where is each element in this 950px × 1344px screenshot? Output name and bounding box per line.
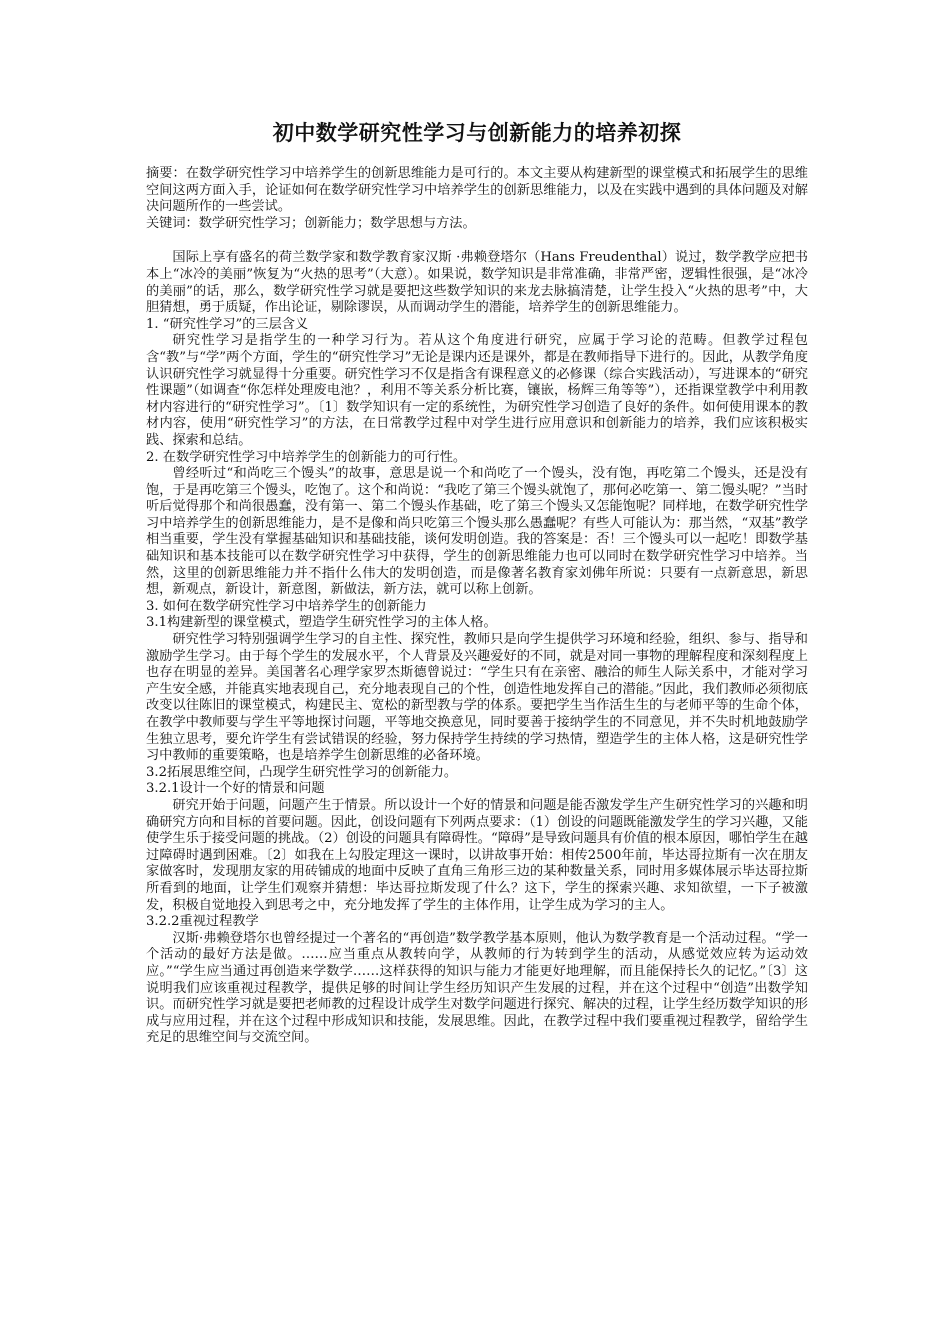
subsection-heading-3-2-2: 3.2.2重视过程教学	[146, 914, 259, 930]
subsection-3-1-paragraph: 研究性学习特别强调学生学习的自主性、探究性，教师只是向学生提供学习环境和经验，组织、参与、指导和激励学生学习。由于每个学生的发展水平，个人背景及兴趣爱好的不同，就是对同一事物的理解程度和深刻程度上也存在明显的差异。美国著名心理学家罗杰斯德曾说过：“学生只有在亲密、融洽的师生人际关系中，才能对学习产生安全感，并能真实地表现自己，充分地表现自己的个性，创造性地发挥自己的潜能。”因此，我们教师必须彻底改变以往陈旧的课堂模式，构建民主、宽松的新型教与学的体系。要把学生当作活生生的与老师平等的生命个体，在教学中教师要与学生平等地探讨问题，平等地交换意见，同时要善于接纳学生的不同意见，并不失时机地鼓励学生独立思考，要允许学生有尝试错误的经验，努力保持学生持续的学习热情，塑造学生的主体人格，这是研究性学习中教师的重要策略，也是培养学生创新思维的必备环境。	[146, 632, 808, 764]
subsection-heading-3-2-1: 3.2.1设计一个好的情景和问题	[146, 781, 325, 797]
section-heading-1: 1. “研究性学习”的三层含义	[146, 316, 309, 332]
subsection-heading-3-2: 3.2拓展思维空间，凸现学生研究性学习的创新能力。	[146, 764, 458, 780]
subsection-3-2-2-paragraph: 汉斯·弗赖登塔尔也曾经提过一个著名的“再创造”数学教学基本原则，他认为数学教育是一个活动过程。“学一个活动的最好方法是做。……应当重点从教转向学，从教师的行为转到学生的活动，从感觉效应转为运动效应。”“学生应当通过再创造来学数学……这样获得的知识与能力才能更好地理解，而且能保持长久的记忆。”〔3〕这说明我们应该重视过程教学，提供足够的时间让学生经历知识产生发展的过程，并在这个过程中“创造”出数学知识。而研究性学习就是要把老师教的过程设计成学生对数学问题进行探究、解决的过程，让学生经历数学知识的形成与应用过程，并在这个过程中形成知识和技能，发展思维。因此，在教学过程中我们要重视过程教学，留给学生充足的思维空间与交流空间。	[146, 930, 808, 1046]
document-page	[146, 118, 808, 1047]
abstract-section	[146, 166, 808, 232]
document-title: 初中数学研究性学习与创新能力的培养初探	[272, 121, 682, 145]
subsection-3-2-1-paragraph: 研究开始于问题，问题产生于情景。所以设计一个好的情景和问题是能否激发学生产生研究性学习的兴趣和明确研究方向和目标的首要问题。因此，创设问题有下列两点要求：（1）创设的问题既能激发学生的学习兴趣，又能使学生乐于接受问题的挑战。（2）创设的问题具有障碍性。“障碍”是导致问题具有价值的根本原因，哪怕学生在越过障碍时遇到困难。〔2〕如我在上勾股定理这一课时，以讲故事开始：相传2500年前，毕达哥拉斯有一次在朋友家做客时，发现朋友家的用砖铺成的地面中反映了直角三角形三边的某种数量关系，同时用多媒体展示毕达哥拉斯所看到的地面，让学生们观察并猜想：毕达哥拉斯发现了什么？这下，学生的探索兴趣、求知欲望，一下子被激发，积极自觉地投入到思考之中，充分地发挥了学生的主体作用，让学生成为学习的主人。	[146, 797, 808, 913]
section-1-paragraph: 研究性学习是指学生的一种学习行为。若从这个角度进行研究，应属于学习论的范畴。但教学过程包含“教”与“学”两个方面，学生的“研究性学习”无论是课内还是课外，都是在教师指导下进行的。因此，从教学角度认识研究性学习就显得十分重要。研究性学习不仅是指含有课程意义的必修课（综合实践活动），写进课本的“研究性课题”（如调查“你怎样处理废电池？，利用不等关系分析比赛，镶嵌，杨辉三角等等”），还指课堂教学中利用教材内容进行的“研究性学习”。〔1〕数学知识有一定的系统性，为研究性学习创造了良好的条件。如何使用课本的教材内容，使用“研究性学习”的方法，在日常教学过程中对学生进行应用意识和创新能力的培养，我们应该积极实践、探索和总结。	[146, 333, 808, 448]
intro-paragraph: 国际上享有盛名的荷兰数学家和数学教育家汉斯 ·弗赖登塔尔（Hans Freudenthal）说过，数学教学应把书本上“冰冷的美丽”恢复为“火热的思考”（大意）。如果说，数学知识是非常准确，非常严密，逻辑性很强，是“冰冷的美丽”的话，那么，数学研究性学习就是要把这些数学知识的来龙去脉搞清楚，让学生投入“火热的思考”中，大胆猜想，勇于质疑，作出论证，剔除谬误，从而调动学生的潜能，培养学生的创新思维能力。	[146, 250, 808, 316]
abstract: 摘要：在数学研究性学习中培养学生的创新思维能力是可行的。本文主要从构建新型的课堂模式和拓展学生的思维空间这两方面入手，论证如何在数学研究性学习中培养学生的创新思维能力，以及在实践中遇到的具体问题及对解决问题所作的一些尝试。	[146, 166, 808, 215]
keywords: 关键词：数学研究性学习；创新能力；数学思想与方法。	[146, 215, 476, 231]
section-heading-2: 2. 在数学研究性学习中培养学生的创新能力的可行性。	[146, 449, 467, 465]
section-heading-3: 3. 如何在数学研究性学习中培养学生的创新能力	[146, 598, 427, 614]
section-2-paragraph: 曾经听过“和尚吃三个馒头”的故事，意思是说一个和尚吃了一个馒头，没有饱，再吃第二个馒头，还是没有饱，于是再吃第三个馒头，吃饱了。这个和尚说：“我吃了第三个馒头就饱了，那何必吃第一、第二馒头呢？”当时听后觉得那个和尚很愚蠢，没有第一、第二个馒头作基础，吃了第三个馒头又怎能饱呢？同样地，在数学研究性学习中培养学生的创新思维能力，是不是像和尚只吃第三个馒头那么愚蠢呢？有些人可能认为：那当然，“双基”教学相当重要，学生没有掌握基础知识和基础技能，谈何发明创造。我的答案是：否！三个馒头可以一起吃！即数学基础知识和基本技能可以在数学研究性学习中获得，学生的创新思维能力也可以同时在数学研究性学习中培养。当然，这里的创新思维能力并不指什么伟大的发明创造，而是像著名教育家刘佛年所说：只要有一点新意思，新思想，新观点，新设计，新意图，新做法，新方法，就可以称上创新。	[146, 466, 808, 598]
subsection-heading-3-1: 3.1构建新型的课堂模式，塑造学生研究性学习的主体人格。	[146, 615, 497, 631]
